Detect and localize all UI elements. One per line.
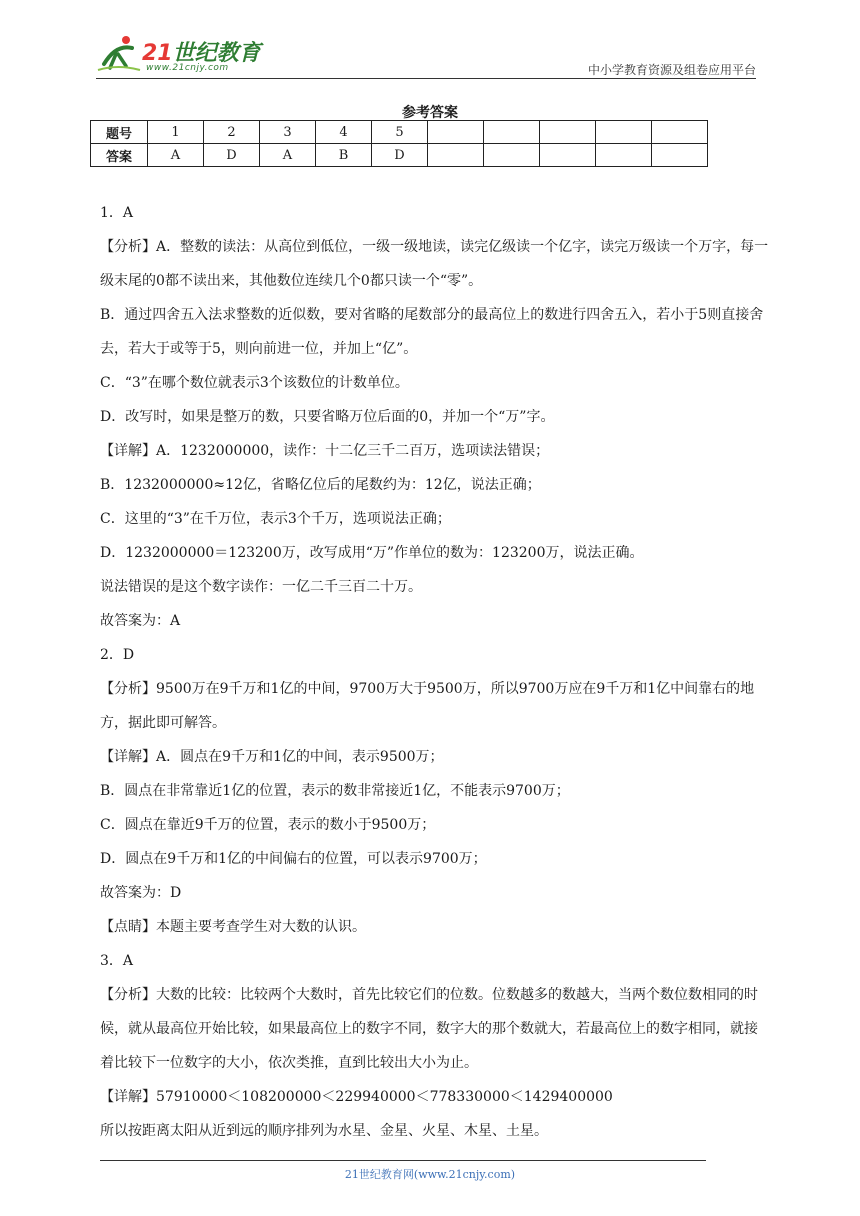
answer-cell: D	[204, 144, 260, 167]
detail-paragraph: C．这里的“3”在千万位，表示3个千万，选项说法正确；	[100, 511, 451, 527]
question-heading: 3．A	[100, 953, 134, 969]
question-number-cell	[652, 121, 708, 144]
analysis-paragraph: 【分析】大数的比较：比较两个大数时，首先比较它们的位数。位数越多的数越大，当两个数位数相同的时候，就从最高位开始比较，如果最高位上的数字不同，数字大的那个数就大，若最高位上的数字相同，就接着比较下一位数字的大小，依次类推，直到比较出大小为止。	[100, 987, 758, 1071]
detail-paragraph: B．圆点在非常靠近1亿的位置，表示的数非常接近1亿，不能表示9700万；	[100, 783, 570, 799]
running-man-logo-icon	[96, 34, 142, 74]
detail-paragraph: 【详解】A．圆点在9千万和1亿的中间，表示9500万；	[100, 749, 444, 765]
analysis-paragraph: C．“3”在哪个数位就表示3个该数位的计数单位。	[100, 375, 409, 391]
answer-cell: A	[148, 144, 204, 167]
detail-paragraph: C．圆点在靠近9千万的位置，表示的数小于9500万；	[100, 817, 436, 833]
answer-cell	[484, 144, 540, 167]
analysis-paragraph: D．改写时，如果是整万的数，只要省略万位后面的0，并加一个“万”字。	[100, 409, 555, 425]
question-number-cell	[428, 121, 484, 144]
footer-divider	[100, 1160, 706, 1161]
analysis-paragraph: B．通过四舍五入法求整数的近似数，要对省略的尾数部分的最高位上的数进行四舍五入，若小于5则直接舍去，若大于或等于5，则向前进一位，并加上“亿”。	[100, 307, 764, 357]
analysis-paragraph: 【分析】A．整数的读法：从高位到低位，一级一级地读，读完亿级读一个亿字，读完万级读一个万字，每一级末尾的0都不读出来，其他数位连续几个0都只读一个“零”。	[100, 239, 769, 289]
question-number-cell: 5	[372, 121, 428, 144]
answer-cell: B	[316, 144, 372, 167]
question-number-cell	[484, 121, 540, 144]
detail-paragraph: D．圆点在9千万和1亿的中间偏右的位置，可以表示9700万；	[100, 851, 487, 867]
answer-cell	[540, 144, 596, 167]
answer-cell	[652, 144, 708, 167]
answer-cell: A	[260, 144, 316, 167]
question-number-cell	[540, 121, 596, 144]
row-label-answer: 答案	[91, 144, 148, 167]
page-header	[96, 30, 756, 80]
answer-cell	[428, 144, 484, 167]
header-tagline: 中小学教育资源及组卷应用平台	[587, 63, 756, 77]
page-footer[interactable]: 21世纪教育网(www.21cnjy.com)	[344, 1168, 516, 1181]
final-answer: 故答案为：D	[100, 885, 182, 901]
analysis-paragraph: 【分析】9500万在9千万和1亿的中间，9700万大于9500万，所以9700万应在9千万和1亿中间靠右的地方，据此即可解答。	[100, 681, 755, 731]
logo-name: 世纪教育	[172, 41, 261, 66]
final-answer: 故答案为：A	[100, 613, 181, 629]
question-number-cell: 3	[260, 121, 316, 144]
question-number-cell: 2	[204, 121, 260, 144]
question-heading: 1．A	[100, 205, 134, 221]
detail-paragraph: D．1232000000＝123200万，改写成用“万”作单位的数为：123200万，说法正确。	[100, 545, 644, 561]
answer-cell: D	[372, 144, 428, 167]
detail-paragraph: 说法错误的是这个数字读作：一亿二千三百二十万。	[100, 579, 422, 595]
commentary-paragraph: 【点睛】本题主要考查学生对大数的认识。	[100, 919, 366, 935]
conclusion-paragraph: 所以按距离太阳从近到远的顺序排列为水星、金星、火星、木星、土星。	[100, 1123, 548, 1139]
logo-url: www.21cnjy.com	[146, 63, 229, 73]
question-number-row	[91, 121, 708, 144]
solution-text	[100, 196, 770, 1148]
logo-number: 21	[142, 41, 173, 66]
header-divider	[96, 78, 756, 79]
answer-table	[90, 120, 708, 167]
answer-cell	[596, 144, 652, 167]
detail-paragraph: 【详解】A．1232000000，读作：十二亿三千二百万，选项读法错误；	[100, 443, 550, 459]
question-number-cell	[596, 121, 652, 144]
site-logo[interactable]	[96, 30, 266, 76]
row-label-question: 题号	[91, 121, 148, 144]
question-number-cell: 4	[316, 121, 372, 144]
detail-paragraph: B．1232000000≈12亿，省略亿位后的尾数约为：12亿，说法正确；	[100, 477, 541, 493]
page-title: 参考答案	[402, 105, 458, 121]
answer-row	[91, 144, 708, 167]
question-number-cell: 1	[148, 121, 204, 144]
question-heading: 2．D	[100, 647, 135, 663]
detail-paragraph: 【详解】57910000＜108200000＜229940000＜778330000＜1429400000	[100, 1089, 613, 1105]
